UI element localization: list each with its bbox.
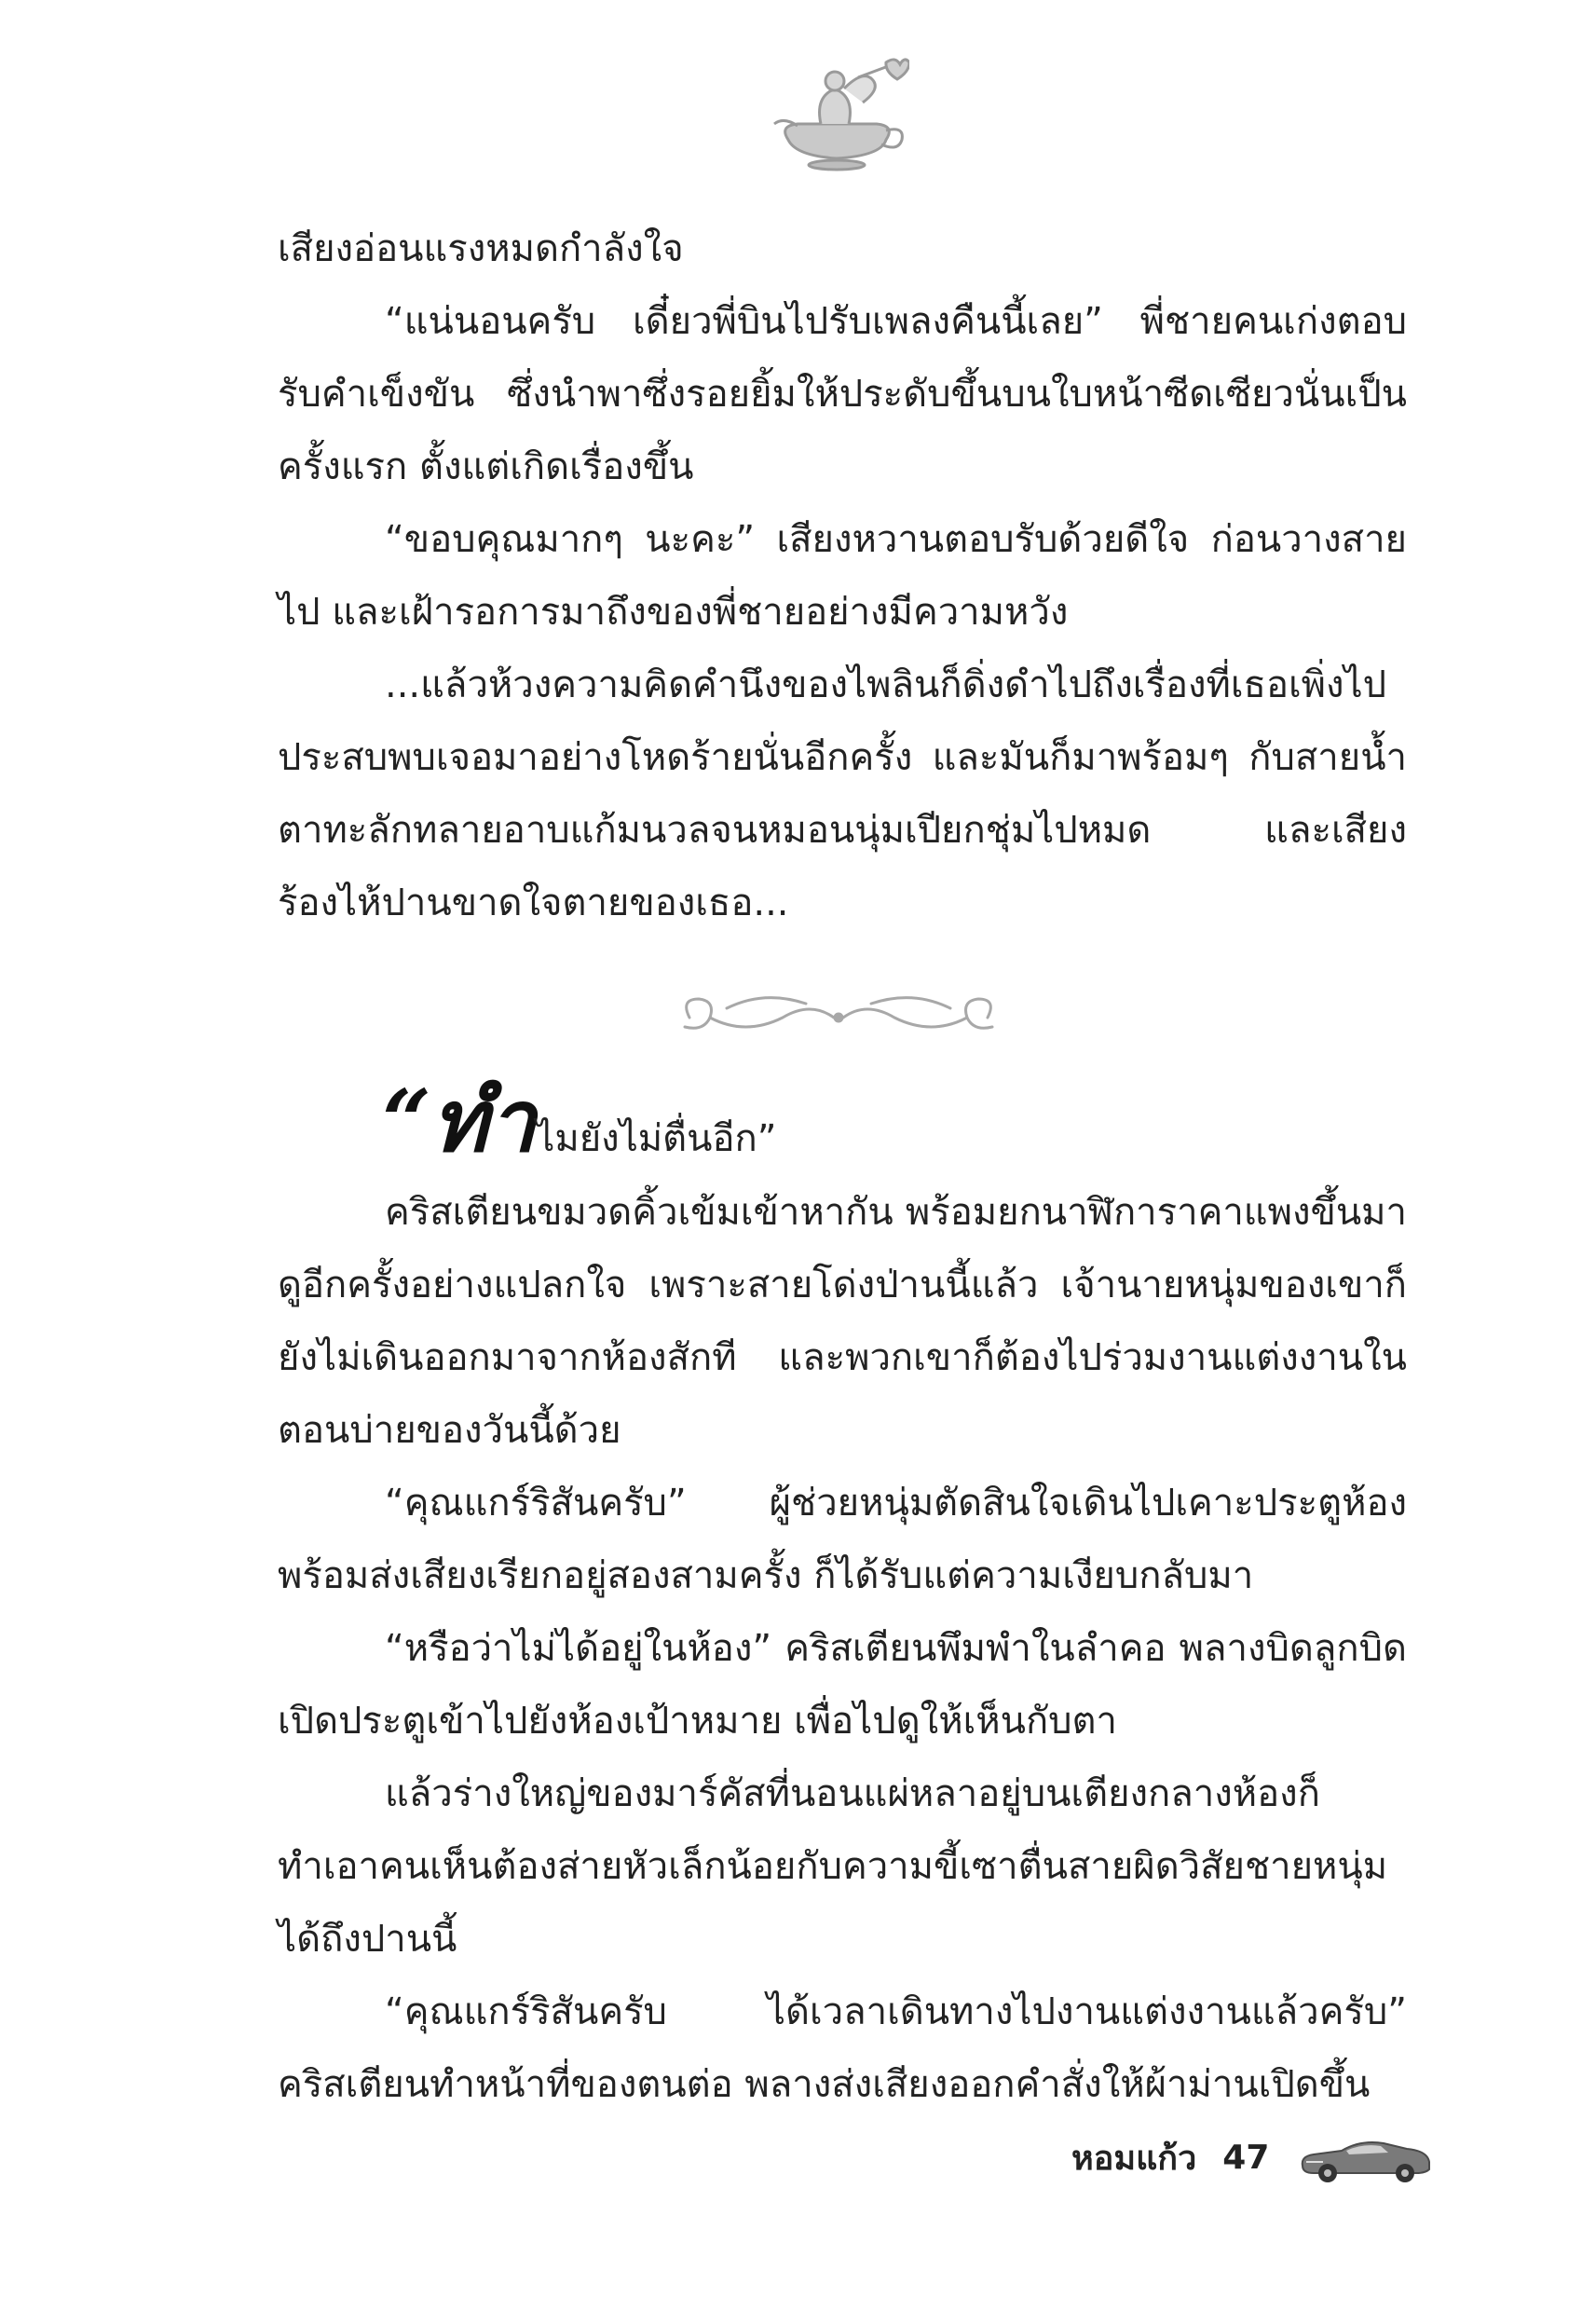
paragraph: ...แล้วห้วงความคิดคำนึงของไพลินก็ดิ่งดำไปถึงเรื่องที่เธอเพิ่งไปประสบพบเจอมาอย่างโหดร้ายนั่นอีกครั้ง และมันก็มาพร้อมๆ กับสายน้ำตาทะลักทลายอาบแก้มนวลจนหมอนนุ่มเปียกชุ่มไปหมด และเสียงร้องไห้ปานขาดใจตายของเธอ... — [278, 663, 1407, 924]
cupid-teapot-ornament-icon — [770, 51, 909, 172]
paragraph: “ขอบคุณมากๆ นะคะ” เสียงหวานตอบรับด้วยดีใจ ก่อนวางสายไป และเฝ้ารอการมาถึงของพี่ชายอย่างมีความหวัง — [278, 518, 1407, 634]
page-footer — [1071, 2125, 1435, 2190]
page-number: 47 — [1222, 2138, 1270, 2177]
paragraph: “คุณแกร์ริสันครับ ได้เวลาเดินทางไปงานแต่งงานแล้วครับ” คริสเตียนทำหน้าที่ของตนต่อ พลางส่งเสียงออกคำสั่งให้ผ้าม่านเปิดขึ้น — [278, 1990, 1407, 2106]
paragraph: “แน่นอนครับ เดี๋ยวพี่บินไปรับเพลงคืนนี้เลย” พี่ชายคนเก่งตอบรับคำเข็งขัน ซึ่งนำพาซึ่งรอยยิ้มให้ประดับขึ้นบนใบหน้าซีดเซียวนั่นเป็นครั้งแรก ตั้งแต่เกิดเรื่องขึ้น — [278, 300, 1407, 488]
paragraph: “คุณแกร์ริสันครับ” ผู้ช่วยหนุ่มตัดสินใจเดินไปเคาะประตูห้องพร้อมส่งเสียงเรียกอยู่สองสามครั้ง ก็ได้รับแต่ความเงียบกลับมา — [278, 1482, 1407, 1597]
paragraph: คริสเตียนขมวดคิ้วเข้มเข้าหากัน พร้อมยกนาฬิการาคาแพงขึ้นมาดูอีกครั้งอย่างแปลกใจ เพราะสายโด่งป่านนี้แล้ว เจ้านายหนุ่มของเขาก็ยังไม่เดินออกมาจากห้องสักที และพวกเขาก็ต้องไปร่วมงานแต่งงานในตอนบ่ายของวันนี้ด้วย — [278, 1191, 1407, 1452]
paragraph: “หรือว่าไม่ได้อยู่ในห้อง” คริสเตียนพึมพำในลำคอ พลางบิดลูกบิดเปิดประตูเข้าไปยังห้องเป้าหมาย เพื่อไปดูให้เห็นกับตา — [278, 1627, 1407, 1743]
heading-rest: ไมยังไม่ตื่นอีก” — [536, 1117, 777, 1160]
drop-word: “ทำ — [382, 1071, 537, 1171]
paragraph: เสียงอ่อนแรงหมดกำลังใจ — [278, 227, 684, 270]
convertible-car-icon — [1295, 2128, 1435, 2186]
text-block-upper — [278, 212, 1407, 939]
chapter-heading — [382, 1070, 776, 1172]
text-block-lower — [278, 1176, 1407, 2121]
flourish-divider-icon — [652, 980, 1025, 1055]
paragraph: แล้วร่างใหญ่ของมาร์คัสที่นอนแผ่หลาอยู่บนเตียงกลางห้องก็ทำเอาคนเห็นต้องส่ายหัวเล็กน้อยกับความขี้เซาตื่นสายผิดวิสัยชายหนุ่มได้ถึงปานนี้ — [278, 1772, 1388, 1961]
book-title: หอมแก้ว — [1071, 2139, 1197, 2178]
